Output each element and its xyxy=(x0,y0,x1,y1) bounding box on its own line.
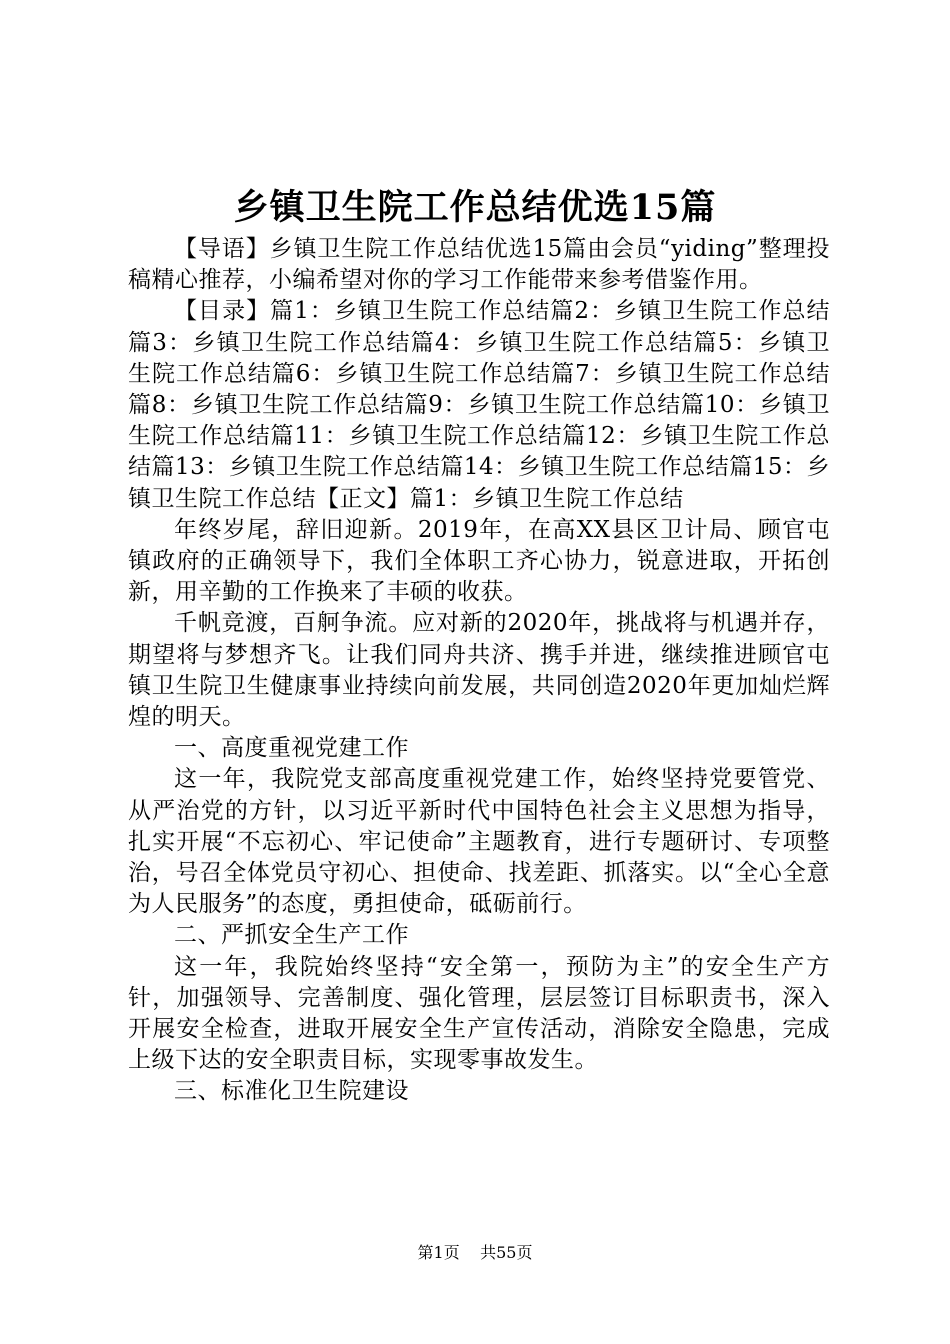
section-heading: 二、严抓安全生产工作 xyxy=(174,922,409,949)
body-paragraph: 千帆竞渡，百舸争流。应对新的2020年，挑战将与机遇并存，期望将与梦想齐飞。让我们同舟共济、携手并进，继续推进顾官屯镇卫生院卫生健康事业持续向前发展，共同创造2020年更加灿烂辉煌的明天。 xyxy=(128,610,830,731)
intro-paragraph: 【导语】乡镇卫生院工作总结优选15篇由会员“yiding”整理投稿精心推荐，小编希望对你的学习工作能带来参考借鉴作用。 xyxy=(128,236,830,294)
page-footer xyxy=(0,1242,950,1264)
page-number: 第1页 xyxy=(417,1243,460,1262)
section-heading: 三、标准化卫生院建设 xyxy=(174,1078,409,1105)
body-paragraph: 这一年，我院始终坚持“安全第一，预防为主”的安全生产方针，加强领导、完善制度、强化管理，层层签订目标职责书，深入开展安全检查，进取开展安全生产宣传活动，消除安全隐患，完成上级下达的安全职责目标，实现零事故发生。 xyxy=(128,953,830,1074)
table-of-contents-paragraph: 【目录】篇1：乡镇卫生院工作总结篇2：乡镇卫生院工作总结篇3：乡镇卫生院工作总结篇4：乡镇卫生院工作总结篇5：乡镇卫生院工作总结篇6：乡镇卫生院工作总结篇7：乡镇卫生院工作总结篇8：乡镇卫生院工作总结篇9：乡镇卫生院工作总结篇10：乡镇卫生院工作总结篇11：乡镇卫生院工作总结篇12：乡镇卫生院工作总结篇13：乡镇卫生院工作总结篇14：乡镇卫生院工作总结篇15：乡镇卫生院工作总结【正文】篇1：乡镇卫生院工作总结 xyxy=(128,298,830,512)
page-separator xyxy=(465,1243,475,1262)
document-body xyxy=(128,234,830,1108)
body-paragraph: 年终岁尾，辞旧迎新。2019年，在高XX县区卫计局、顾官屯镇政府的正确领导下，我们全体职工齐心协力，锐意进取，开拓创新，用辛勤的工作换来了丰硕的收获。 xyxy=(128,516,830,606)
total-pages: 共55页 xyxy=(480,1243,533,1262)
document-title: 乡镇卫生院工作总结优选15篇 xyxy=(233,187,717,228)
body-paragraph: 这一年，我院党支部高度重视党建工作，始终坚持党要管党、从严治党的方针，以习近平新时代中国特色社会主义思想为指导，扎实开展“不忘初心、牢记使命”主题教育，进行专题研讨、专项整治，号召全体党员守初心、担使命、找差距、抓落实。以“全心全意为人民服务”的态度，勇担使命，砥砺前行。 xyxy=(128,766,830,918)
section-heading: 一、高度重视党建工作 xyxy=(174,735,409,762)
